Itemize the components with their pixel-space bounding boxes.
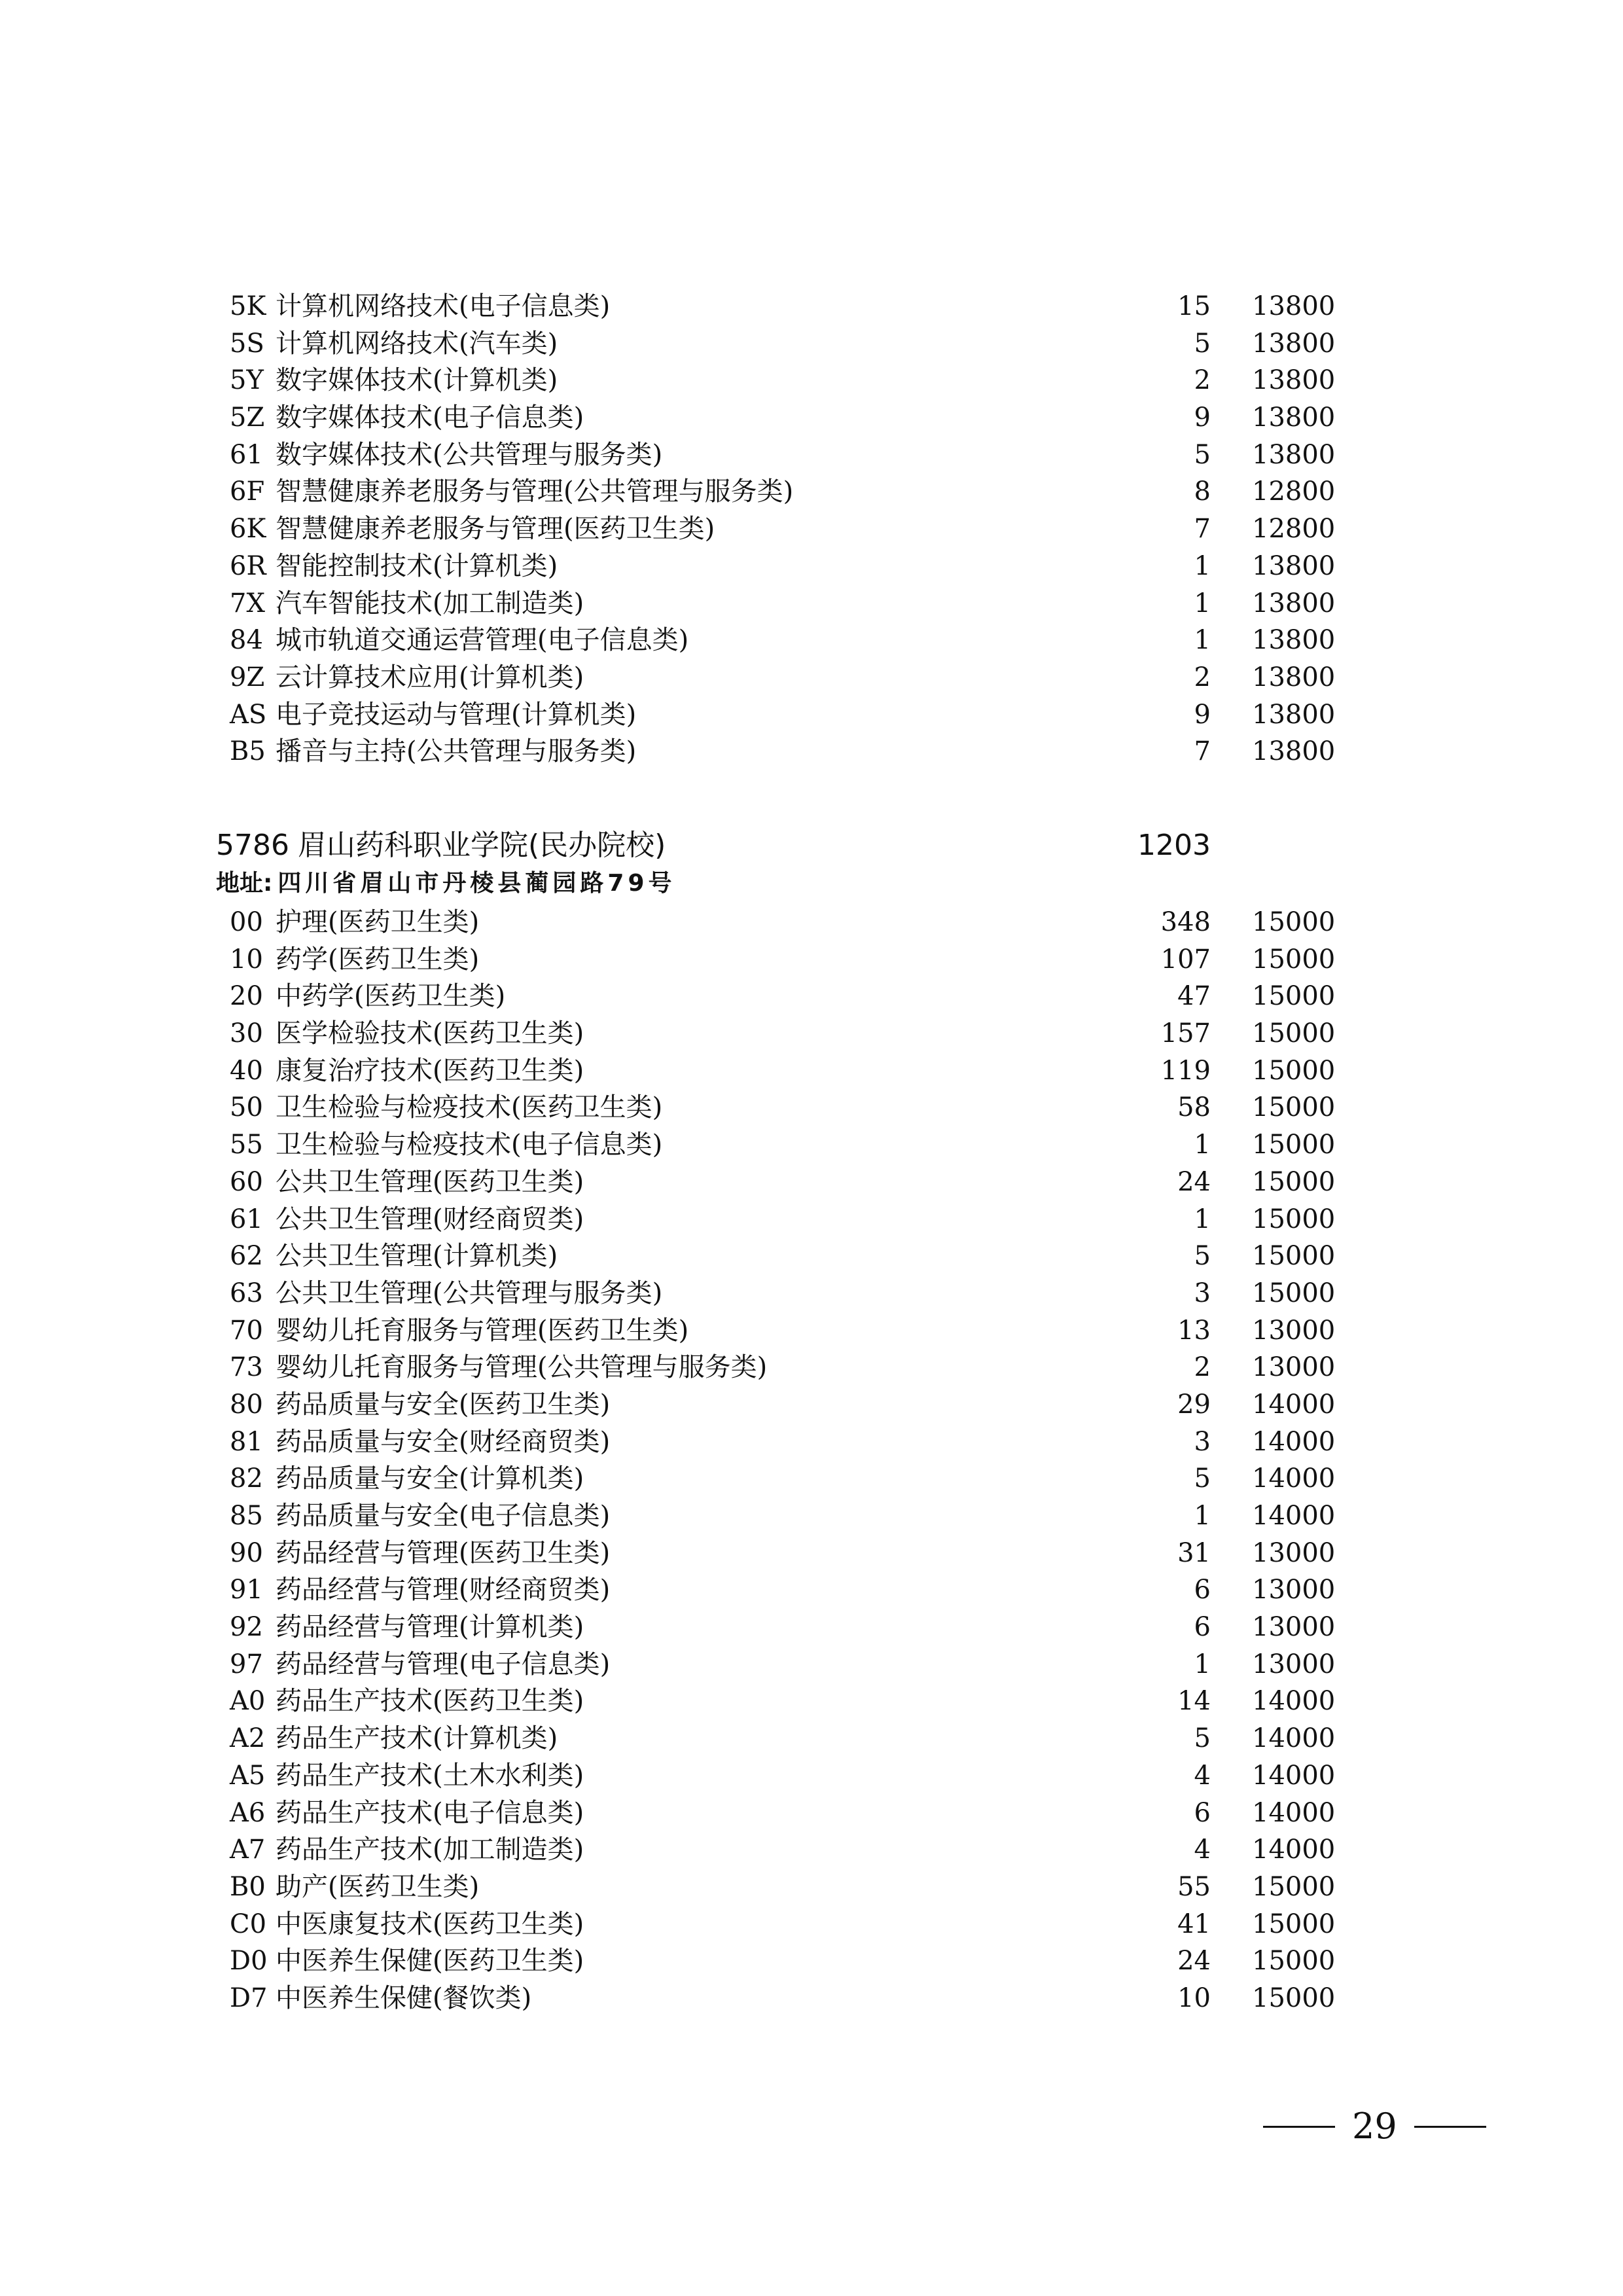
major-row [226,548,1338,585]
school-header [216,825,1230,867]
major-name: 药品经营与管理(医药卫生类) [276,1537,611,1568]
major-name: 公共卫生管理(公共管理与服务类) [276,1278,663,1308]
major-code: 82 [230,1463,263,1494]
tuition-fee: 13800 [1252,550,1336,581]
enrollment-count: 6 [1194,1612,1211,1643]
major-row [226,362,1338,399]
tuition-fee: 13800 [1252,291,1336,321]
enrollment-count: 9 [1194,699,1211,730]
enrollment-count: 7 [1194,514,1211,545]
tuition-fee: 13800 [1252,625,1336,656]
major-row [226,1424,1338,1461]
school-address [216,865,676,902]
enrollment-count: 2 [1194,365,1211,396]
enrollment-count: 3 [1194,1426,1211,1457]
enrollment-count: 1 [1194,550,1211,581]
major-code: 62 [230,1241,263,1272]
major-row [226,659,1338,696]
major-code: 50 [230,1092,263,1123]
major-row [226,1238,1338,1275]
major-code: 10 [230,944,263,975]
major-name: 中药学(医药卫生类) [276,981,506,1012]
major-name: 数字媒体技术(计算机类) [276,365,558,396]
major-code: 20 [230,981,263,1012]
enrollment-count: 5 [1194,1723,1211,1754]
major-code: 5K [230,291,266,321]
enrollment-count: 3 [1194,1278,1211,1308]
major-name: 城市轨道交通运营管理(电子信息类) [276,625,689,656]
enrollment-count: 6 [1194,1797,1211,1828]
tuition-fee: 15000 [1252,1166,1336,1197]
major-code: 80 [230,1389,263,1420]
tuition-fee: 15000 [1252,1982,1336,2013]
tuition-fee: 13800 [1252,365,1336,396]
tuition-fee: 14000 [1252,1426,1336,1457]
tuition-fee: 15000 [1252,1241,1336,1272]
major-name: 药品生产技术(土木水利类) [276,1760,584,1791]
major-code: 9Z [230,662,265,692]
major-row [226,1386,1338,1424]
enrollment-count: 119 [1160,1055,1211,1086]
enrollment-count: 47 [1177,981,1211,1012]
enrollment-count: 5 [1194,328,1211,359]
enrollment-count: 1 [1194,1204,1211,1234]
enrollment-count: 55 [1177,1871,1211,1902]
enrollment-count: 8 [1194,476,1211,507]
major-name: 药品质量与安全(计算机类) [276,1463,584,1494]
major-code: A7 [230,1835,266,1865]
enrollment-count: 41 [1177,1909,1211,1939]
page-number: 29 [1352,2106,1397,2147]
major-code: 70 [230,1315,263,1346]
tuition-fee: 12800 [1252,476,1336,507]
tuition-fee: 15000 [1252,1909,1336,1939]
major-name: 中医养生保健(餐饮类) [276,1982,532,2013]
major-name: 公共卫生管理(医药卫生类) [276,1166,584,1197]
enrollment-count: 14 [1177,1686,1211,1717]
major-code: 84 [230,625,263,656]
address-label: 地址: [216,870,273,897]
enrollment-count: 15 [1177,291,1211,321]
enrollment-count: 1 [1194,588,1211,619]
major-row [226,511,1338,548]
major-code: 91 [230,1575,263,1605]
major-row [226,1460,1338,1498]
major-code: A2 [230,1723,266,1754]
enrollment-count: 1 [1194,1649,1211,1679]
footer-dash-right [1414,2126,1486,2128]
tuition-fee: 14000 [1252,1389,1336,1420]
tuition-fee: 15000 [1252,1946,1336,1977]
major-code: 85 [230,1501,263,1531]
tuition-fee: 14000 [1252,1686,1336,1717]
major-name: 智慧健康养老服务与管理(医药卫生类) [276,514,715,545]
enrollment-count: 7 [1194,736,1211,767]
major-row [226,1126,1338,1164]
tuition-fee: 15000 [1252,1871,1336,1902]
school-total-enrollment: 1203 [1137,829,1211,862]
major-code: 60 [230,1166,263,1197]
tuition-fee: 13800 [1252,588,1336,619]
tuition-fee: 14000 [1252,1723,1336,1754]
tuition-fee: 13800 [1252,662,1336,692]
major-name: 康复治疗技术(医药卫生类) [276,1055,584,1086]
major-list-continued [226,288,1338,770]
tuition-fee: 15000 [1252,944,1336,975]
enrollment-count: 5 [1194,1241,1211,1272]
major-row [226,622,1338,659]
enrollment-count: 31 [1177,1537,1211,1568]
tuition-fee: 13800 [1252,736,1336,767]
enrollment-count: 1 [1194,1130,1211,1160]
major-code: A0 [230,1686,266,1717]
major-code: 61 [230,1204,263,1234]
enrollment-count: 1 [1194,1501,1211,1531]
major-code: 73 [230,1352,263,1383]
major-row [226,1349,1338,1386]
major-code: 7X [230,588,265,619]
enrollment-count: 4 [1194,1760,1211,1791]
tuition-fee: 13000 [1252,1537,1336,1568]
major-name: 药品质量与安全(财经商贸类) [276,1426,611,1457]
major-row [226,1906,1338,1943]
tuition-fee: 15000 [1252,1018,1336,1049]
major-row [226,1571,1338,1609]
tuition-fee: 15000 [1252,1055,1336,1086]
major-row [226,1164,1338,1201]
enrollment-count: 6 [1194,1575,1211,1605]
major-name: 计算机网络技术(汽车类) [276,328,558,359]
major-name: 婴幼儿托育服务与管理(公共管理与服务类) [276,1352,768,1383]
major-code: 5S [230,328,264,359]
major-name: 药品经营与管理(财经商贸类) [276,1575,611,1605]
major-row [226,1275,1338,1312]
enrollment-count: 10 [1177,1982,1211,2013]
enrollment-count: 5 [1194,1463,1211,1494]
major-code: 63 [230,1278,263,1308]
major-code: 6F [230,476,265,507]
major-code: B5 [230,736,266,767]
major-name: 卫生检验与检疫技术(电子信息类) [276,1130,663,1160]
major-name: 数字媒体技术(公共管理与服务类) [276,439,663,470]
major-code: 6K [230,514,266,545]
major-row [226,1831,1338,1869]
tuition-fee: 14000 [1252,1463,1336,1494]
major-name: 护理(医药卫生类) [276,907,480,937]
tuition-fee: 13800 [1252,439,1336,470]
major-row [226,473,1338,511]
major-name: 药品经营与管理(电子信息类) [276,1649,611,1679]
major-row [226,1943,1338,1980]
tuition-fee: 13000 [1252,1315,1336,1346]
major-name: 中医康复技术(医药卫生类) [276,1909,584,1939]
major-code: 30 [230,1018,263,1049]
enrollment-count: 107 [1160,944,1211,975]
major-row [226,437,1338,474]
major-row [226,1609,1338,1646]
major-name: 计算机网络技术(电子信息类) [276,291,611,321]
major-name: 药学(医药卫生类) [276,944,480,975]
major-name: 卫生检验与检疫技术(医药卫生类) [276,1092,663,1123]
major-row [226,1535,1338,1572]
major-name: 中医养生保健(医药卫生类) [276,1946,584,1977]
enrollment-count: 13 [1177,1315,1211,1346]
major-code: 55 [230,1130,263,1160]
major-code: 61 [230,439,263,470]
major-row [226,904,1338,941]
major-name: 药品质量与安全(电子信息类) [276,1501,611,1531]
school-code: 5786 [216,829,289,862]
tuition-fee: 13800 [1252,403,1336,433]
major-code: A5 [230,1760,266,1791]
major-row [226,1646,1338,1683]
major-code: AS [230,699,267,730]
major-row [226,399,1338,437]
enrollment-count: 2 [1194,1352,1211,1383]
tuition-fee: 13000 [1252,1575,1336,1605]
enrollment-count: 5 [1194,439,1211,470]
major-code: C0 [230,1909,267,1939]
tuition-fee: 15000 [1252,1092,1336,1123]
major-code: 90 [230,1537,263,1568]
major-name: 公共卫生管理(计算机类) [276,1241,558,1272]
major-name: 汽车智能技术(加工制造类) [276,588,584,619]
enrollment-count: 2 [1194,662,1211,692]
major-row [226,288,1338,325]
major-name: 婴幼儿托育服务与管理(医药卫生类) [276,1315,689,1346]
tuition-fee: 15000 [1252,1204,1336,1234]
tuition-fee: 13000 [1252,1649,1336,1679]
tuition-fee: 14000 [1252,1797,1336,1828]
major-name: 药品质量与安全(医药卫生类) [276,1389,611,1420]
major-row [226,1757,1338,1795]
enrollment-count: 157 [1160,1018,1211,1049]
enrollment-count: 348 [1160,907,1211,937]
major-name: 播音与主持(公共管理与服务类) [276,736,637,767]
major-name: 药品经营与管理(计算机类) [276,1612,584,1643]
major-name: 电子竞技运动与管理(计算机类) [276,699,637,730]
major-code: D0 [230,1946,268,1977]
major-row [226,1683,1338,1720]
major-name: 助产(医药卫生类) [276,1871,480,1902]
major-name: 药品生产技术(电子信息类) [276,1797,584,1828]
major-name: 云计算技术应用(计算机类) [276,662,584,692]
major-row [226,1052,1338,1090]
major-name: 智慧健康养老服务与管理(公共管理与服务类) [276,476,794,507]
tuition-fee: 13800 [1252,328,1336,359]
major-code: A6 [230,1797,266,1828]
address-value: 四川省眉山市丹棱县蔺园路79号 [277,870,676,897]
major-row [226,1720,1338,1757]
tuition-fee: 13000 [1252,1352,1336,1383]
tuition-fee: 14000 [1252,1835,1336,1865]
major-code: 6R [230,550,266,581]
tuition-fee: 14000 [1252,1760,1336,1791]
major-code: 92 [230,1612,263,1643]
major-code: 97 [230,1649,263,1679]
major-name: 公共卫生管理(财经商贸类) [276,1204,584,1234]
tuition-fee: 15000 [1252,1130,1336,1160]
major-row [226,1201,1338,1238]
major-name: 医学检验技术(医药卫生类) [276,1018,584,1049]
enrollment-count: 9 [1194,403,1211,433]
major-row [226,325,1338,363]
major-row [226,1015,1338,1052]
major-name: 数字媒体技术(电子信息类) [276,403,584,433]
major-row [226,1869,1338,1906]
major-code: B0 [230,1871,266,1902]
major-row [226,1498,1338,1535]
major-name: 智能控制技术(计算机类) [276,550,558,581]
enrollment-count: 58 [1177,1092,1211,1123]
major-row [226,733,1338,770]
major-row [226,585,1338,622]
school-name: 眉山药科职业学院(民办院校) [298,829,666,862]
major-name: 药品生产技术(医药卫生类) [276,1686,584,1717]
major-row [226,978,1338,1015]
tuition-fee: 15000 [1252,981,1336,1012]
school-major-list [226,904,1338,2017]
tuition-fee: 15000 [1252,1278,1336,1308]
major-row [226,1980,1338,2017]
page-footer [1263,2098,1486,2150]
major-name: 药品生产技术(计算机类) [276,1723,558,1754]
enrollment-count: 4 [1194,1835,1211,1865]
major-code: D7 [230,1982,268,2013]
footer-dash-left [1263,2126,1335,2128]
major-row [226,1089,1338,1126]
tuition-fee: 14000 [1252,1501,1336,1531]
major-row [226,696,1338,734]
major-code: 81 [230,1426,263,1457]
major-code: 40 [230,1055,263,1086]
enrollment-count: 24 [1177,1166,1211,1197]
major-row [226,1312,1338,1350]
enrollment-count: 1 [1194,625,1211,656]
enrollment-count: 29 [1177,1389,1211,1420]
tuition-fee: 15000 [1252,907,1336,937]
tuition-fee: 12800 [1252,514,1336,545]
tuition-fee: 13800 [1252,699,1336,730]
tuition-fee: 13000 [1252,1612,1336,1643]
major-code: 5Z [230,403,265,433]
enrollment-count: 24 [1177,1946,1211,1977]
major-code: 00 [230,907,263,937]
major-row [226,1795,1338,1832]
major-code: 5Y [230,365,264,396]
major-row [226,941,1338,978]
major-name: 药品生产技术(加工制造类) [276,1835,584,1865]
